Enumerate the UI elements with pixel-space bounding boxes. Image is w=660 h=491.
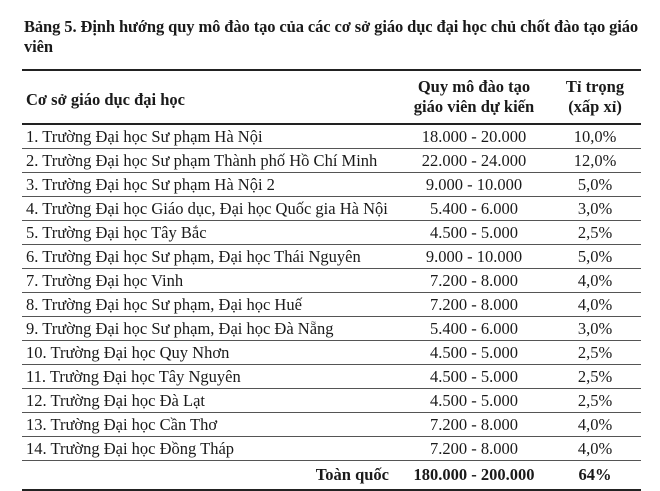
row-ratio: 10,0%	[573, 126, 617, 146]
row-scale: 22.000 - 24.000	[421, 150, 527, 170]
row-scale: 4.500 - 5.000	[430, 390, 518, 410]
total-label: Toàn quốc	[315, 465, 389, 484]
row-institution: 5. Trường Đại học Tây Bắc	[26, 222, 207, 242]
row-ratio: 3,0%	[577, 198, 613, 218]
row-institution: 11. Trường Đại học Tây Nguyên	[26, 366, 241, 386]
row-institution: 13. Trường Đại học Cần Thơ	[26, 414, 218, 434]
row-scale: 4.500 - 5.000	[430, 342, 518, 362]
row-ratio: 12,0%	[573, 150, 617, 170]
table-row	[22, 293, 641, 317]
row-institution: 2. Trường Đại học Sư phạm Thành phố Hồ Chí Minh	[26, 150, 378, 170]
table-header-row	[22, 70, 641, 124]
total-row	[22, 461, 641, 491]
row-ratio: 4,0%	[577, 294, 613, 314]
row-institution: 7. Trường Đại học Vinh	[26, 270, 184, 290]
row-ratio: 3,0%	[577, 318, 613, 338]
table-row	[22, 413, 641, 437]
row-ratio: 4,0%	[577, 414, 613, 434]
row-ratio: 2,5%	[577, 390, 613, 410]
row-institution: 4. Trường Đại học Giáo dục, Đại học Quốc gia Hà Nội	[26, 198, 388, 218]
row-ratio: 2,5%	[577, 366, 613, 386]
row-ratio: 2,5%	[577, 222, 613, 242]
row-ratio: 4,0%	[577, 438, 613, 458]
row-scale: 18.000 - 20.000	[421, 126, 527, 146]
table-row	[22, 341, 641, 365]
header-scale	[399, 70, 549, 124]
row-scale: 7.200 - 8.000	[430, 414, 518, 434]
table-row	[22, 221, 641, 245]
header-ratio	[549, 70, 641, 124]
header-scale-line2: giáo viên dự kiến	[413, 97, 535, 116]
table-row	[22, 269, 641, 293]
row-scale: 7.200 - 8.000	[430, 294, 518, 314]
row-scale: 7.200 - 8.000	[430, 438, 518, 458]
total-ratio: 64%	[578, 465, 612, 484]
row-scale: 4.500 - 5.000	[430, 222, 518, 242]
row-scale: 9.000 - 10.000	[425, 246, 523, 266]
table-row	[22, 197, 641, 221]
total-scale: 180.000 - 200.000	[413, 465, 535, 484]
row-ratio: 2,5%	[577, 342, 613, 362]
row-institution: 8. Trường Đại học Sư phạm, Đại học Huế	[26, 294, 302, 314]
row-scale: 5.400 - 6.000	[430, 318, 518, 338]
row-scale: 4.500 - 5.000	[430, 366, 518, 386]
row-institution: 6. Trường Đại học Sư phạm, Đại học Thái Nguyên	[26, 246, 361, 266]
row-institution: 9. Trường Đại học Sư phạm, Đại học Đà Nẵng	[26, 318, 334, 338]
training-scale-table	[22, 69, 641, 491]
table-row	[22, 389, 641, 413]
header-institution: Cơ sở giáo dục đại học	[26, 90, 186, 109]
row-institution: 1. Trường Đại học Sư phạm Hà Nội	[26, 126, 263, 146]
table-row	[22, 365, 641, 389]
table-row	[22, 245, 641, 269]
header-scale-line1: Quy mô đào tạo	[417, 77, 531, 96]
table-row	[22, 124, 641, 149]
row-scale: 9.000 - 10.000	[425, 174, 523, 194]
row-ratio: 5,0%	[577, 174, 613, 194]
row-ratio: 4,0%	[577, 270, 613, 290]
header-ratio-line2: (xấp xỉ)	[568, 97, 622, 116]
table-row	[22, 149, 641, 173]
table-row	[22, 437, 641, 461]
table-caption: Bảng 5. Định hướng quy mô đào tạo của các cơ sở giáo dục đại học chủ chốt đào tạo giáo viên	[24, 17, 639, 56]
row-institution: 14. Trường Đại học Đồng Tháp	[26, 438, 235, 458]
table-row	[22, 317, 641, 341]
table-row	[22, 173, 641, 197]
row-institution: 3. Trường Đại học Sư phạm Hà Nội 2	[26, 174, 275, 194]
row-scale: 5.400 - 6.000	[430, 198, 518, 218]
header-ratio-line1: Tỉ trọng	[565, 77, 625, 96]
row-institution: 12. Trường Đại học Đà Lạt	[26, 390, 205, 410]
row-scale: 7.200 - 8.000	[430, 270, 518, 290]
row-ratio: 5,0%	[577, 246, 613, 266]
row-institution: 10. Trường Đại học Quy Nhơn	[26, 342, 230, 362]
